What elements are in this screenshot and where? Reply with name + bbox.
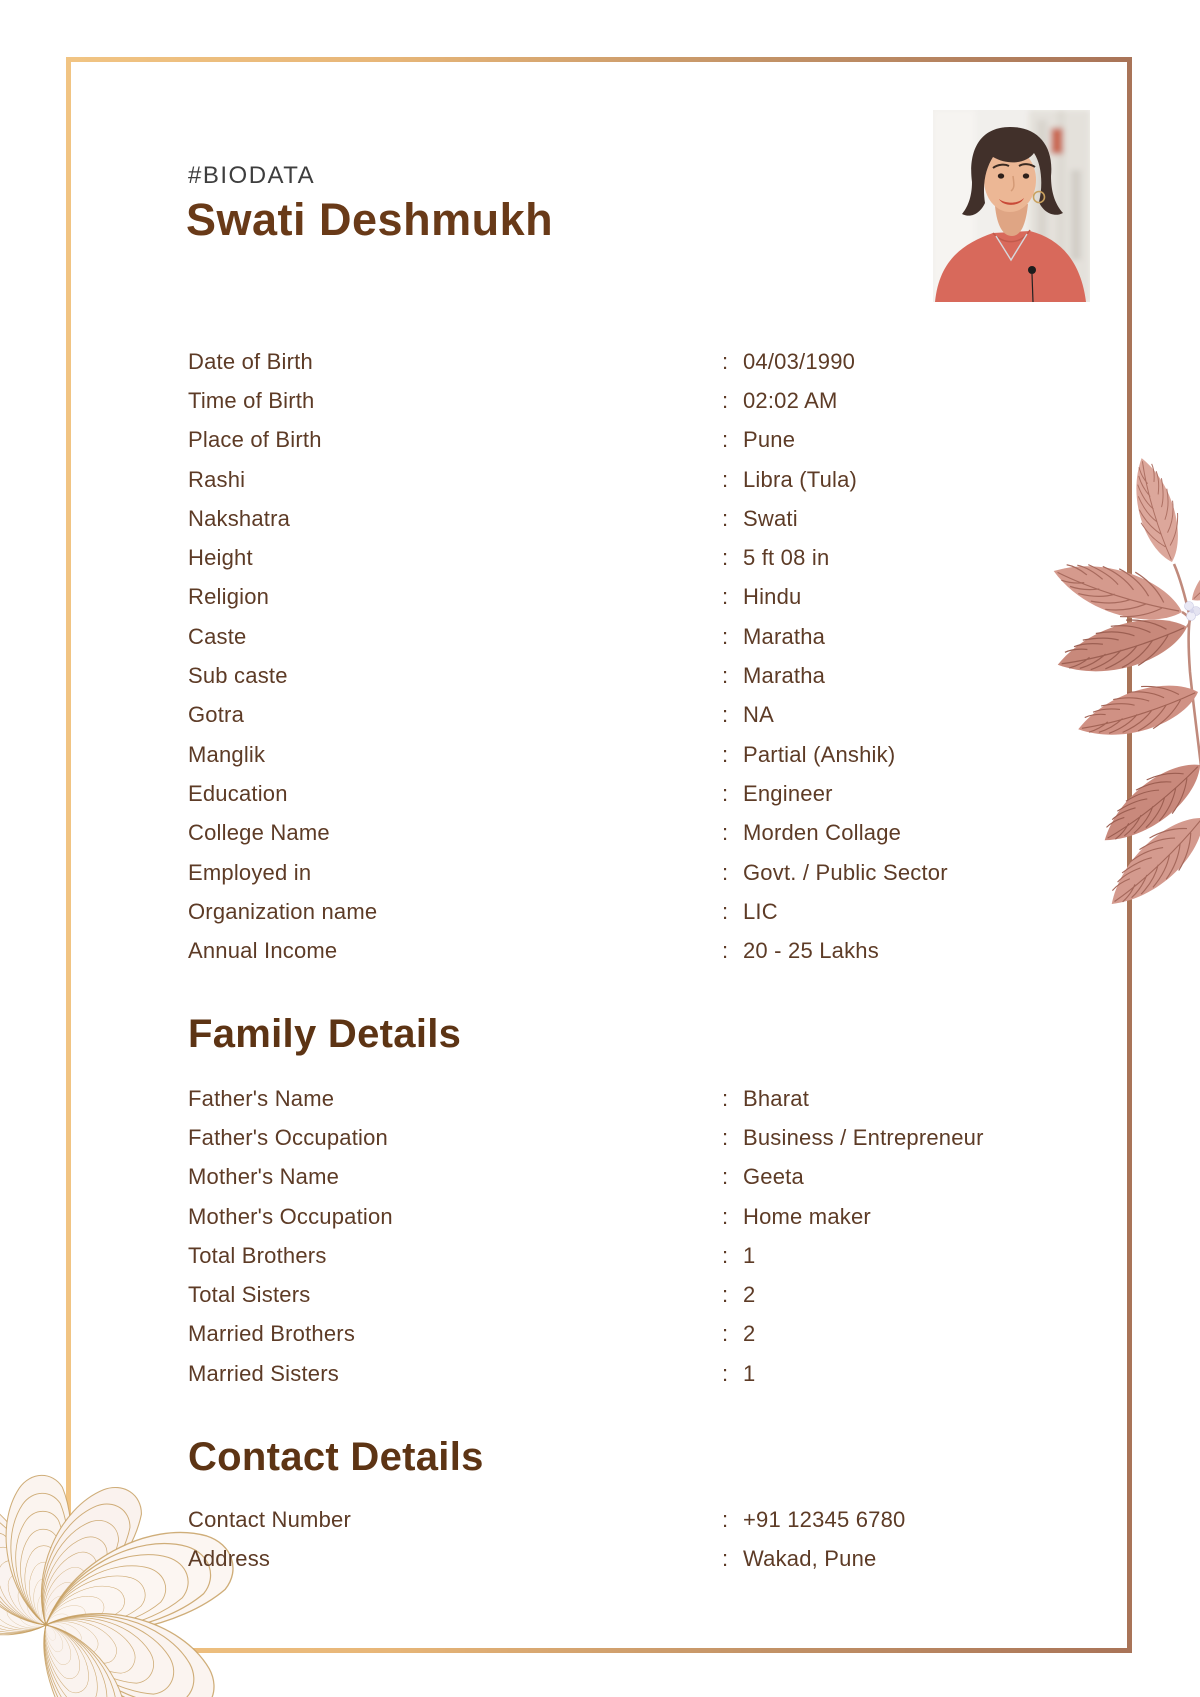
row-label: Manglik [188, 741, 266, 767]
family-details-section [188, 1079, 988, 1393]
row-colon: : [722, 820, 729, 846]
detail-row [188, 735, 988, 774]
row-value: Engineer [743, 780, 833, 806]
row-colon: : [722, 938, 729, 964]
row-colon: : [722, 1506, 729, 1532]
row-label: Mother's Name [188, 1164, 340, 1190]
row-label: Gotra [188, 702, 245, 728]
row-label: Total Brothers [188, 1242, 327, 1268]
detail-row [188, 499, 988, 538]
row-colon: : [722, 427, 729, 453]
row-colon: : [722, 741, 729, 767]
small-lavender-flower [1185, 602, 1200, 621]
row-colon: : [722, 545, 729, 571]
contact-details-section [188, 1500, 988, 1579]
row-value: Maratha [743, 623, 826, 649]
row-value: 2 [743, 1282, 756, 1308]
row-label: Caste [188, 623, 247, 649]
row-value: Hindu [743, 584, 802, 610]
row-colon: : [722, 1242, 729, 1268]
row-colon: : [722, 584, 729, 610]
row-label: Sub caste [188, 663, 288, 689]
detail-row [188, 1158, 988, 1197]
detail-row [188, 931, 988, 970]
row-value: Govt. / Public Sector [743, 859, 948, 885]
detail-row [188, 1500, 988, 1539]
detail-row [188, 1539, 988, 1578]
row-label: Annual Income [188, 938, 338, 964]
row-colon: : [722, 859, 729, 885]
row-label: Employed in [188, 859, 312, 885]
detail-row [188, 460, 988, 499]
row-label: Mother's Occupation [188, 1203, 393, 1229]
detail-row [188, 1197, 988, 1236]
row-value: Business / Entrepreneur [743, 1124, 984, 1150]
row-value: 1 [743, 1360, 756, 1386]
row-colon: : [722, 898, 729, 924]
biodata-tag: #BIODATA [188, 162, 316, 189]
row-colon: : [722, 1282, 729, 1308]
detail-row [188, 1315, 988, 1354]
row-value: Home maker [743, 1203, 871, 1229]
row-value: Swati [743, 505, 798, 531]
profile-photo [933, 110, 1090, 302]
detail-row [188, 696, 988, 735]
row-value: Wakad, Pune [743, 1545, 877, 1571]
row-label: Married Brothers [188, 1321, 356, 1347]
row-label: Total Sisters [188, 1282, 311, 1308]
row-value: Maratha [743, 663, 826, 689]
row-label: Married Sisters [188, 1360, 339, 1386]
row-colon: : [722, 348, 729, 374]
pink-leaves-decoration [1040, 440, 1200, 880]
row-label: Date of Birth [188, 348, 313, 374]
row-label: Place of Birth [188, 427, 322, 453]
detail-row [188, 656, 988, 695]
row-colon: : [722, 1085, 729, 1111]
personal-details-section [188, 342, 988, 971]
row-value: 20 - 25 Lakhs [743, 938, 879, 964]
detail-row [188, 538, 988, 577]
row-value: Pune [743, 427, 796, 453]
detail-row [188, 342, 988, 381]
detail-row [188, 1354, 988, 1393]
row-colon: : [722, 466, 729, 492]
row-value: 5 ft 08 in [743, 545, 830, 571]
detail-row [188, 853, 988, 892]
row-colon: : [722, 1124, 729, 1150]
row-label: Contact Number [188, 1506, 351, 1532]
page-title: Swati Deshmukh [186, 194, 554, 245]
detail-row [188, 617, 988, 656]
row-colon: : [722, 1164, 729, 1190]
detail-row [188, 1118, 988, 1157]
row-value: 04/03/1990 [743, 348, 856, 374]
family-details-heading: Family Details [188, 1012, 462, 1056]
row-value: +91 12345 6780 [743, 1506, 906, 1532]
row-label: Nakshatra [188, 505, 291, 531]
row-value: 2 [743, 1321, 756, 1347]
detail-row [188, 1236, 988, 1275]
row-colon: : [722, 1545, 729, 1571]
row-value: Bharat [743, 1085, 810, 1111]
row-colon: : [722, 505, 729, 531]
row-value: LIC [743, 898, 778, 924]
row-colon: : [722, 1360, 729, 1386]
row-colon: : [722, 663, 729, 689]
detail-row [188, 421, 988, 460]
detail-row [188, 1079, 988, 1118]
detail-row [188, 1275, 988, 1314]
row-value: NA [743, 702, 774, 728]
row-label: Organization name [188, 898, 378, 924]
detail-row [188, 774, 988, 813]
row-label: Time of Birth [188, 387, 315, 413]
row-colon: : [722, 780, 729, 806]
detail-row [188, 578, 988, 617]
row-value: 1 [743, 1242, 756, 1268]
row-value: Libra (Tula) [743, 466, 858, 492]
row-label: Religion [188, 584, 270, 610]
row-colon: : [722, 623, 729, 649]
row-label: Rashi [188, 466, 246, 492]
row-label: Father's Occupation [188, 1124, 388, 1150]
row-colon: : [722, 1203, 729, 1229]
detail-row [188, 892, 988, 931]
row-label: Education [188, 780, 288, 806]
row-label: Father's Name [188, 1085, 335, 1111]
detail-row [188, 814, 988, 853]
row-value: 02:02 AM [743, 387, 838, 413]
row-value: Partial (Anshik) [743, 741, 896, 767]
row-colon: : [722, 1321, 729, 1347]
row-label: Height [188, 545, 253, 571]
row-colon: : [722, 387, 729, 413]
detail-row [188, 381, 988, 420]
row-label: College Name [188, 820, 330, 846]
row-value: Morden Collage [743, 820, 902, 846]
row-label: Address [188, 1545, 271, 1571]
row-colon: : [722, 702, 729, 728]
contact-details-heading: Contact Details [188, 1435, 484, 1479]
row-value: Geeta [743, 1164, 804, 1190]
